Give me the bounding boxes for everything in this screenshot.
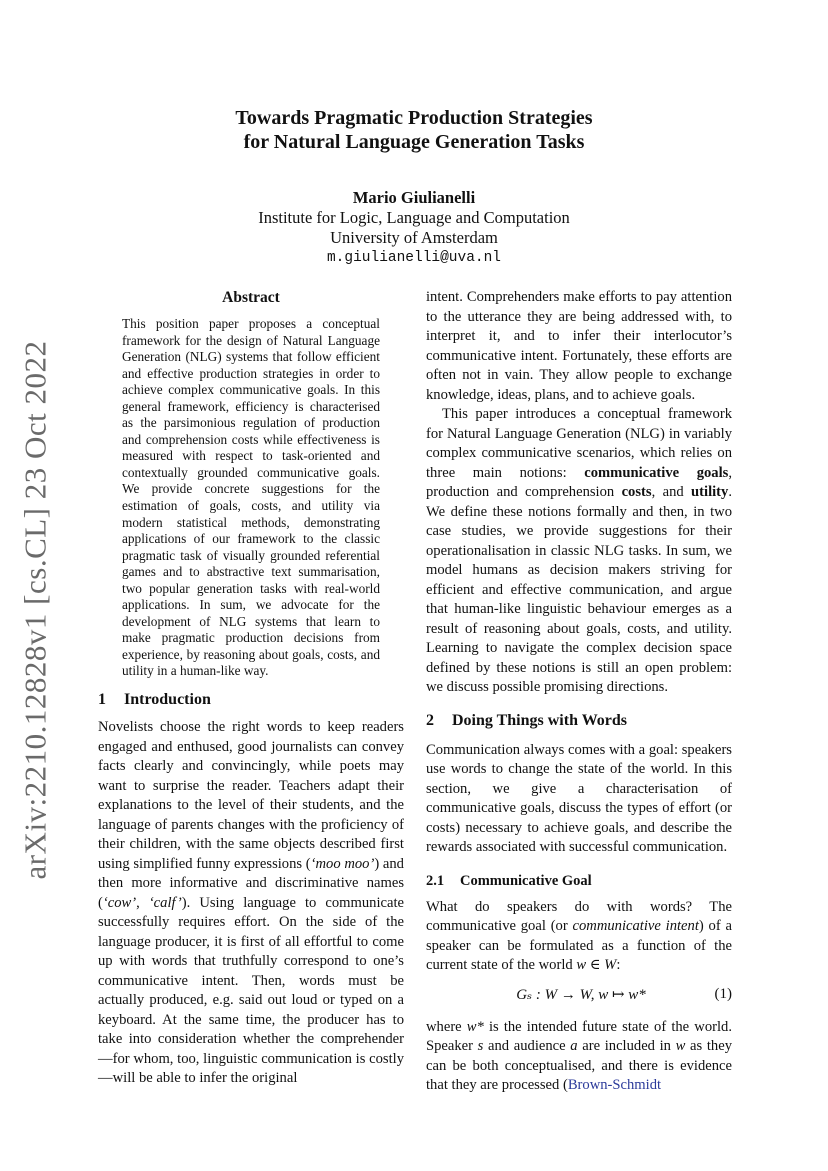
section-number: 1 — [98, 691, 106, 709]
intro-paragraph-2: This paper introduces a conceptual framework for Natural Language Generation (NLG) in variably complex communicative scenarios, which relies on three main notions: communicative goals, production and comprehension costs, and utility. We define these notions formally and then, in two case studies, we provide suggestions for their operationalisation in classic NLG tasks. In sum, we model humans as decision makers striving for efficient and effective communication, and argue that human-like linguistic behaviour emerges as a result of reasoning about goals, costs, and utility. Learning to navigate the complex decision space defined by these notions is still an open problem: we discuss possible promising directions. — [426, 406, 732, 695]
goal-paragraph-1: What do speakers do with words? The communicative goal (or communicative intent) of a speaker can be formulated as a function of the current state of the world w ∈ W: — [426, 898, 732, 973]
arxiv-id: arXiv:2210.12828v1 [cs.CL] 23 Oct 2022 — [18, 340, 54, 880]
citation-link[interactable]: Brown-Schmidt — [567, 1077, 662, 1093]
section-1-heading — [98, 690, 404, 710]
intro-paragraph-1: Novelists choose the right words to keep readers engaged and enthused, good journalists can convey facts clearly and convincingly, while poets may want to surprise the reader. Teachers adapt their explanations to the level of their students, and the language of parents changes with the proficiency of their children, with the same objects described first using simplified funny expressions (‘moo moo’) and then more informative and discriminative names (‘cow’, ‘calf’). Using language to communicate successfully requires effort. On the side of the language producer, it is first of all effortful to come up with words that truthfully correspond to one’s communicative intent. Then, words must be actually produced, e.g. said out loud or typed on a keyboard. At the same time, the producer has to take into consideration whether the comprehender—for whom, too, linguistic communication is costly—will be able to infer the original — [98, 719, 404, 1087]
title-line-1: Towards Pragmatic Production Strategies — [235, 107, 593, 129]
arxiv-watermark — [14, 340, 58, 880]
equation-1 — [426, 984, 732, 1006]
section-title: Doing Things with Words — [452, 711, 628, 729]
intro-paragraph-1-continued: intent. Comprehenders make efforts to pay attention to the utterance they are being addressed with, to interpret it, and to infer their interlocutor’s communicative intent. Fortunately, these efforts are often not in vain. They allow people to exchange knowledge, ideas, plans, and to achieve goals. — [426, 289, 732, 403]
abstract-text: This position paper proposes a conceptual framework for the design of Natural Language Generation (NLG) systems that follow efficient and effective production strategies in order to achieve complex communicative goals. In this general framework, efficiency is characterised as the parsimonious regulation of production and comprehension costs while effectiveness is measured with respect to task-oriented and contextually grounded communicative goals. We provide concrete suggestions for the estimation of goals, costs, and utility via modern statistical methods, demonstrating applications of our framework to the classic pragmatic task of visually grounded referential games and to abstractive text summarisation, two popular generation tasks with real-world applications. In sum, we advocate for the development of NLG systems that learn to make pragmatic production decisions from experience, by reasoning about goals, costs, and utility in a human-like way. — [122, 316, 380, 679]
title-block — [150, 106, 678, 268]
subsection-number: 2.1 — [426, 872, 445, 889]
goal-paragraph-2: where w* is the intended future state of the world. Speaker s and audience a are included in w as they can be both conceptualised, and there is evidence that they are processed (Brown-Schmidt — [426, 1018, 732, 1093]
abstract-heading: Abstract — [222, 289, 280, 306]
section-title: Introduction — [124, 691, 211, 709]
author-name: Mario Giulianelli — [352, 188, 476, 207]
subsection-title: Communicative Goal — [460, 872, 592, 889]
title-line-2: for Natural Language Generation Tasks — [243, 131, 585, 153]
section-number: 2 — [426, 711, 434, 729]
author-email: m.giulianelli@uva.nl — [326, 250, 502, 266]
equation-body: Gₛ : W → W, w ↦ w* — [516, 987, 646, 1003]
subsection-2-1-heading — [426, 872, 732, 890]
left-column — [98, 288, 404, 1089]
author-affiliation-1: Institute for Logic, Language and Computation — [258, 208, 570, 227]
section-2-paragraph: Communication always comes with a goal: speakers use words to change the state of the world. In this section, we give a characterisation of communicative goals, discuss the types of effort (or costs) necessary to achieve goals, and describe the rewards associated with successful communication. — [426, 741, 732, 855]
paper-title — [150, 106, 678, 154]
author-affiliation-2: University of Amsterdam — [330, 228, 498, 247]
section-2-heading — [426, 711, 732, 731]
equation-number: (1) — [714, 986, 732, 1002]
right-column — [426, 288, 732, 1096]
